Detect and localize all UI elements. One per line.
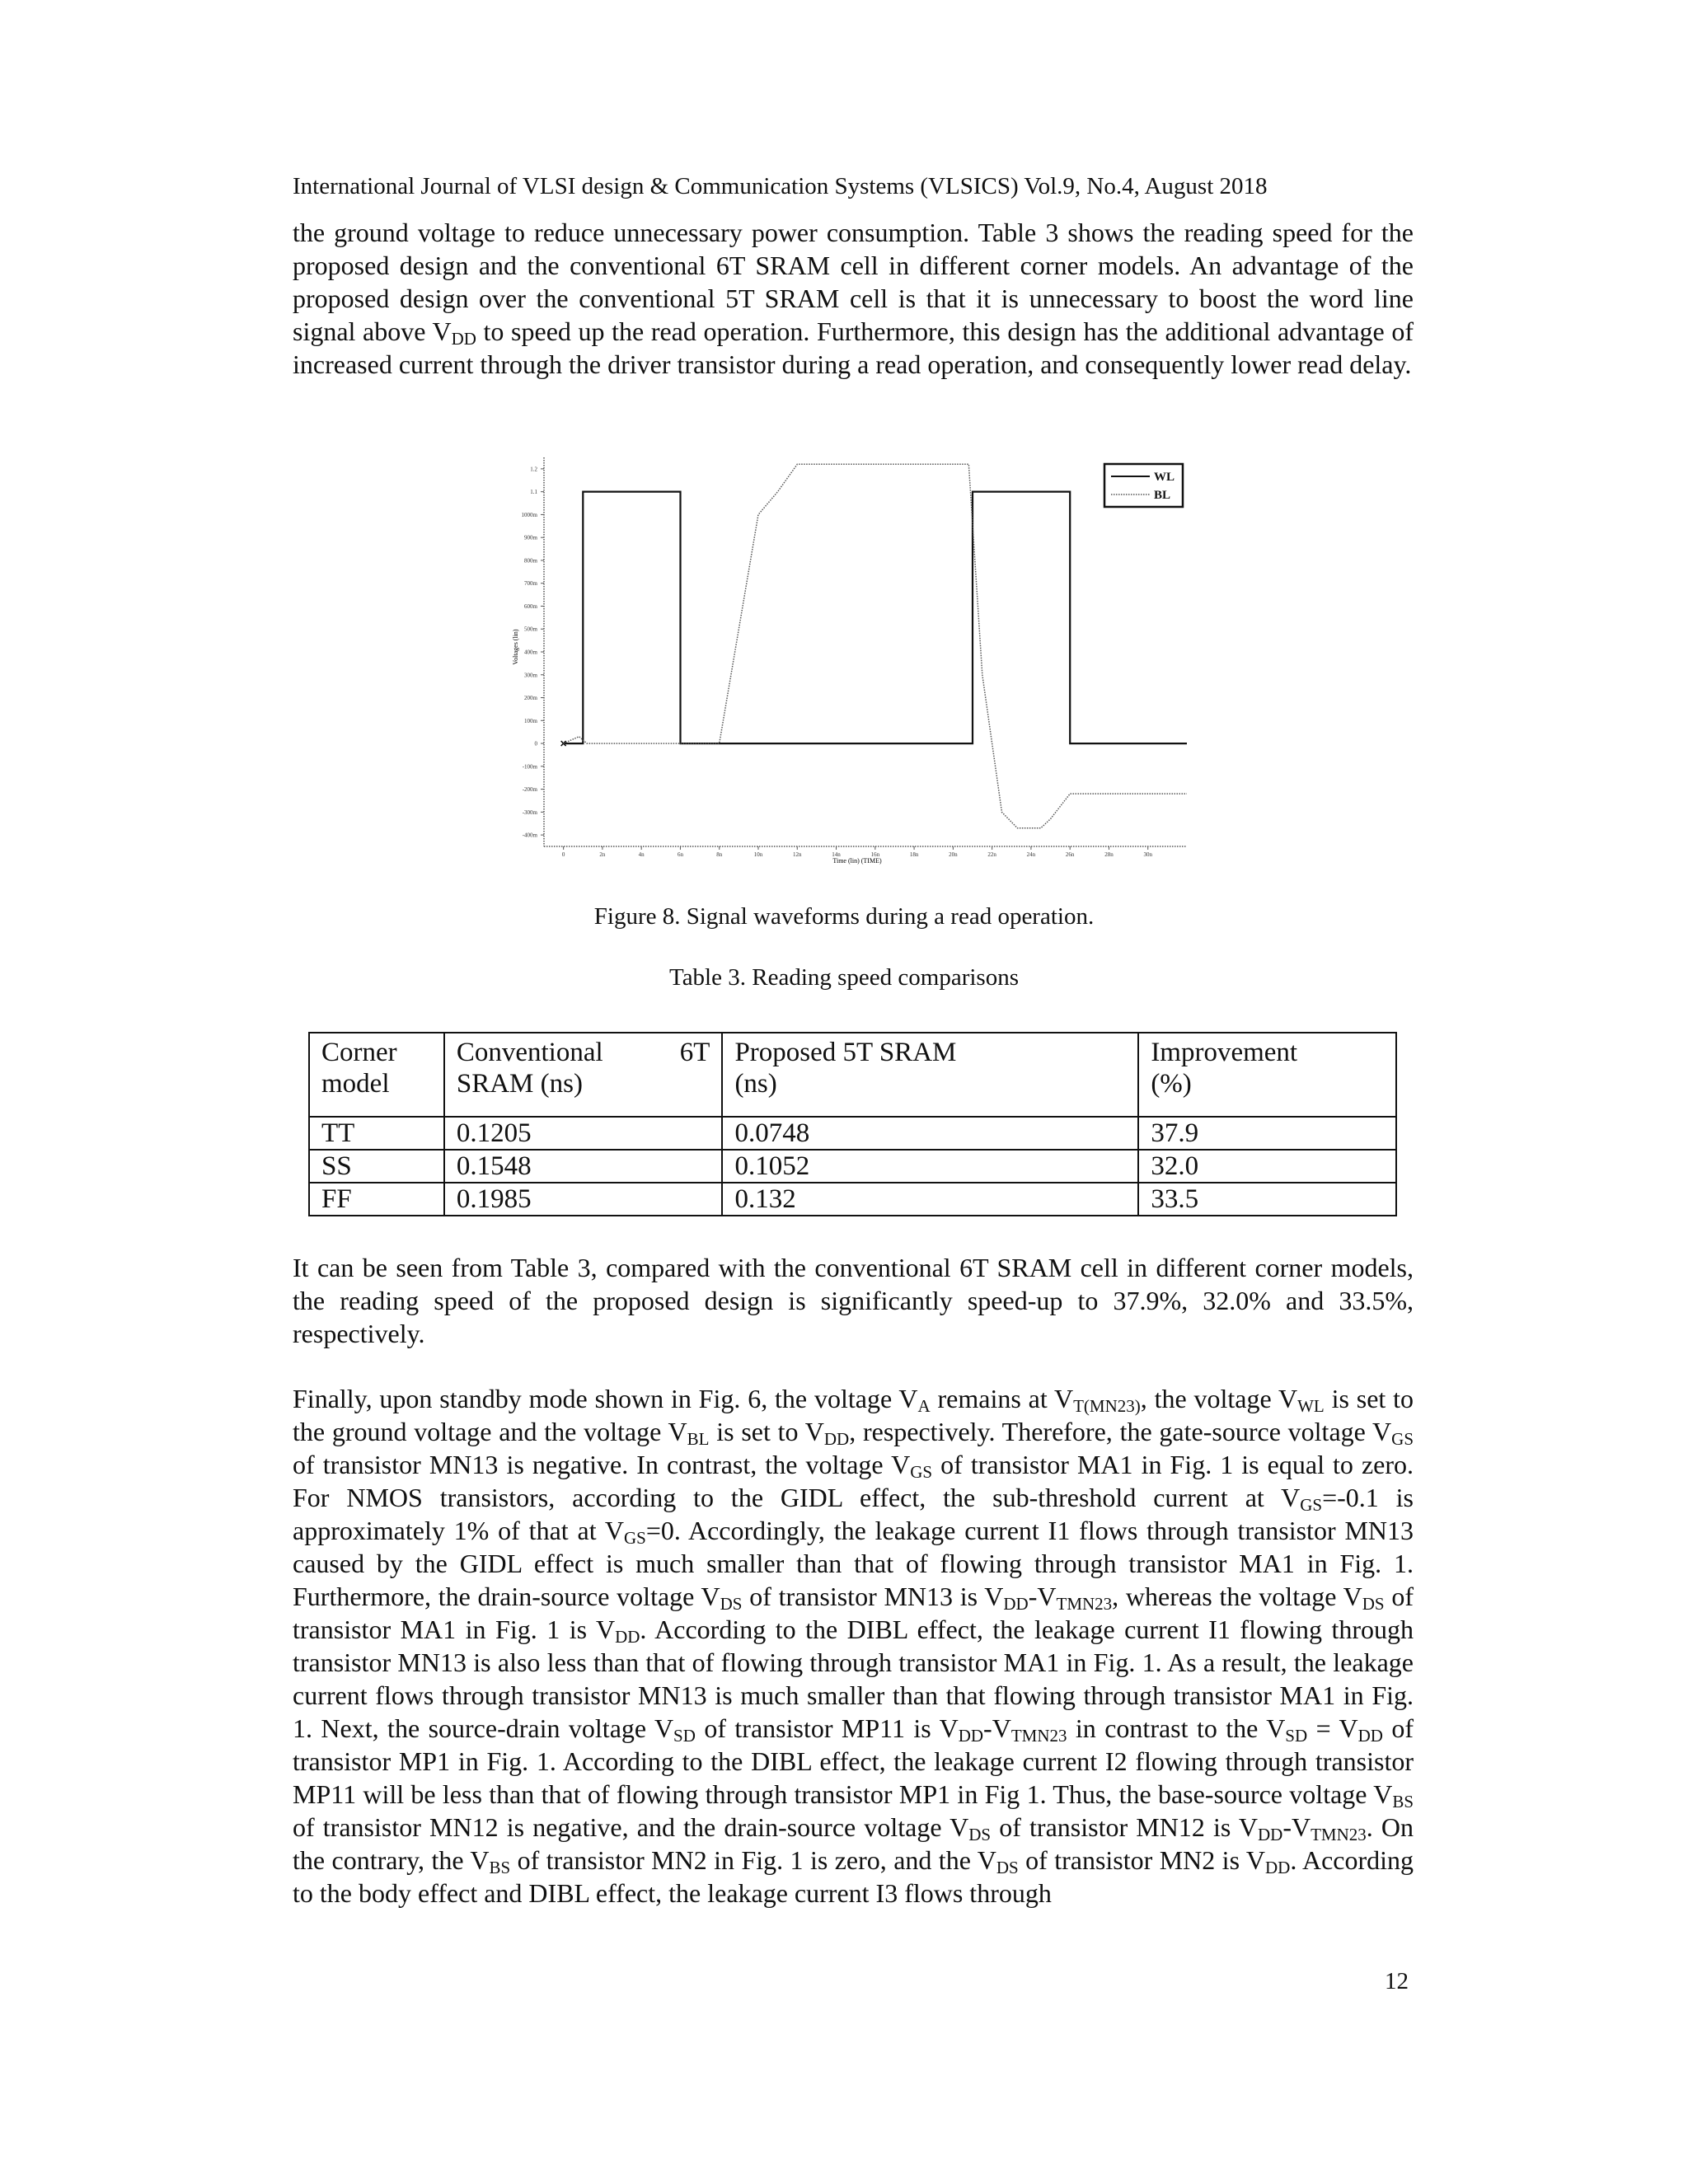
text-run: -V <box>983 1713 1011 1743</box>
x-tick-label: 26n <box>1065 851 1075 858</box>
table-cell: 32.0 <box>1138 1150 1396 1183</box>
table-cell: 33.5 <box>1138 1183 1396 1216</box>
table-cell: 0.1548 <box>444 1150 723 1183</box>
text-run: , the voltage V <box>1140 1384 1298 1413</box>
paragraph-3 <box>293 1382 1414 1910</box>
text-run: = V <box>1307 1713 1358 1743</box>
subscript: TMN23 <box>1010 1726 1067 1746</box>
y-axis-label: Voltages (lin) <box>512 629 519 665</box>
table-row <box>309 1117 1396 1150</box>
subscript: SD <box>673 1726 696 1746</box>
x-axis-label: Time (lin) (TIME) <box>832 857 882 865</box>
x-tick-label: 20n <box>949 851 958 858</box>
x-tick-label: 4n <box>638 851 645 858</box>
table-cell: 0.1205 <box>444 1117 723 1150</box>
journal-header: International Journal of VLSI design & Communication Systems (VLSICS) Vol.9, No.4, August 2018 <box>293 173 1268 199</box>
subscript: DD <box>823 1429 850 1449</box>
header-cell <box>309 1033 444 1117</box>
subscript: DS <box>1362 1594 1385 1614</box>
x-axis <box>544 846 1187 858</box>
text-run: of transistor MN12 is negative, and the drain-source voltage V <box>293 1812 969 1842</box>
figure-caption: Figure 8. Signal waveforms during a read operation. <box>593 903 1095 930</box>
subscript: TMN23 <box>1311 1825 1367 1844</box>
subscript: DD <box>958 1726 984 1746</box>
y-axis <box>522 457 544 846</box>
x-tick-label: 30n <box>1143 851 1152 858</box>
text-run: of transistor MN2 is V <box>1018 1845 1265 1875</box>
text-run: of transistor MP11 is V <box>695 1713 959 1743</box>
text-run: . According to the body effect and DIBL effect, the leakage current I3 flows through <box>293 1845 1414 1908</box>
subscript: BS <box>1392 1792 1414 1811</box>
legend-label: BL <box>1154 489 1171 502</box>
subscript: BL <box>687 1429 710 1449</box>
header-line: (%) <box>1151 1069 1192 1099</box>
x-tick-label: 0 <box>561 851 565 858</box>
subscript: WL <box>1297 1396 1325 1416</box>
subscript: DD <box>615 1627 640 1647</box>
y-tick-label: 900m <box>524 534 537 541</box>
y-tick-label: 500m <box>524 626 537 633</box>
text-run: . On the contrary, the V <box>293 1812 1414 1875</box>
text-run: to speed up the read operation. Furthermore, this design has the additional advantage of increased current through the driver transistor during a read operation, and consequently lower read delay. <box>293 316 1414 379</box>
text-run: of transistor MP1 in Fig. 1. According to the DIBL effect, the leakage current I2 flowing through transistor MP11 will be less than that of flowing through transistor MP1 in Fig 1. Thus, the base-source voltage V <box>293 1713 1414 1809</box>
subscript: GS <box>1391 1429 1414 1449</box>
text-run: of transistor MN13 is V <box>742 1582 1004 1611</box>
y-tick-label: 200m <box>524 695 537 702</box>
y-tick-label: 1.2 <box>530 466 537 473</box>
subscript: DD <box>1264 1858 1291 1877</box>
subscript: DS <box>720 1594 743 1614</box>
table-row <box>309 1150 1396 1183</box>
text-run: remains at V <box>930 1384 1074 1413</box>
chart-legend <box>1104 464 1183 507</box>
y-tick-label: 700m <box>524 580 537 588</box>
paragraph-2: It can be seen from Table 3, compared with the conventional 6T SRAM cell in different corner models, the reading speed of the proposed design is significantly speed-up to 37.9%, 32.0% and 33.5%, respectively. <box>293 1253 1414 1348</box>
series-group <box>561 464 1187 828</box>
x-tick-label: 22n <box>987 851 996 858</box>
text-run: -V <box>1282 1812 1311 1842</box>
header-cell <box>722 1033 1138 1117</box>
text-run: =-0.1 is approximately 1% of that at V <box>293 1483 1414 1545</box>
subscript: DS <box>968 1825 992 1844</box>
table-caption: Table 3. Reading speed comparisons <box>669 964 1019 991</box>
subscript: TMN23 <box>1056 1594 1113 1614</box>
text-run: is set to V <box>709 1417 824 1446</box>
text-run: of transistor MA1 in Fig. 1 is equal to zero. For NMOS transistors, according to the GIDL effect, the sub-threshold current at V <box>293 1450 1414 1512</box>
text-run: =0. Accordingly, the leakage current I1 flows through transistor MN13 caused by the GIDL effect is much smaller than that of flowing through transistor MA1 in Fig. 1. Furthermore, the drain-source voltage V <box>293 1516 1414 1611</box>
text-run: is set to the ground voltage and the voltage V <box>293 1384 1414 1446</box>
table-cell: FF <box>309 1183 444 1216</box>
header-line: model <box>321 1069 390 1099</box>
y-tick-label: -200m <box>522 786 537 794</box>
x-tick-label: 6n <box>677 851 683 858</box>
text-run: the ground voltage to reduce unnecessary power consumption. Table 3 shows the reading speed for the proposed design and the conventional 6T SRAM cell in different corner models. An advantage of the proposed design over the conventional 5T SRAM cell is that it is unnecessary to boost the word line signal above V <box>293 218 1414 346</box>
y-tick-label: -100m <box>522 763 537 771</box>
y-tick-label: 300m <box>524 672 537 679</box>
header-cell <box>444 1033 723 1117</box>
subscript: GS <box>1300 1495 1323 1515</box>
text-run: -V <box>1028 1582 1057 1611</box>
header-line: Conventional 6T <box>456 1038 710 1067</box>
table-cell: 37.9 <box>1138 1117 1396 1150</box>
header-cell <box>1138 1033 1396 1117</box>
header-line: SRAM (ns) <box>456 1069 583 1099</box>
paragraph-1 <box>293 216 1414 381</box>
header-line: Corner <box>321 1038 397 1067</box>
table-cell: 0.1985 <box>444 1183 723 1216</box>
y-tick-label: 0 <box>534 740 537 748</box>
x-tick-label: 18n <box>909 851 919 858</box>
header-line: Improvement <box>1151 1038 1298 1067</box>
reading-speed-table <box>308 1032 1397 1216</box>
subscript: SD <box>1285 1726 1308 1746</box>
table-row <box>309 1183 1396 1216</box>
subscript: DD <box>1003 1594 1029 1614</box>
y-tick-label: 1.1 <box>530 489 537 496</box>
y-tick-label: 400m <box>524 649 537 656</box>
text-run: of transistor MA1 in Fig. 1 is V <box>293 1582 1414 1644</box>
x-tick-label: 10n <box>753 851 763 858</box>
subscript: BS <box>489 1858 511 1877</box>
waveform-chart <box>511 449 1195 869</box>
subscript: DS <box>996 1858 1019 1877</box>
x-tick-label: 14n <box>832 851 841 858</box>
x-tick-label: 16n <box>870 851 880 858</box>
y-tick-label: -400m <box>522 832 537 839</box>
x-tick-label: 28n <box>1104 851 1114 858</box>
table-cell: SS <box>309 1150 444 1183</box>
table-cell: 0.132 <box>722 1183 1138 1216</box>
header-line: (ns) <box>734 1069 777 1099</box>
series-bl-line <box>564 464 1187 828</box>
subscript: DD <box>451 329 476 349</box>
y-tick-label: 600m <box>524 602 537 610</box>
header-line: Proposed 5T SRAM <box>734 1038 957 1067</box>
subscript: A <box>917 1396 931 1416</box>
text-run: Finally, upon standby mode shown in Fig. 6, the voltage V <box>293 1384 918 1413</box>
subscript: DD <box>1357 1726 1383 1746</box>
y-tick-label: 1000m <box>521 511 537 518</box>
text-run: of transistor MN12 is V <box>991 1812 1258 1842</box>
text-run: of transistor MN13 is negative. In contrast, the voltage V <box>293 1450 911 1479</box>
subscript: GS <box>910 1462 933 1482</box>
table-cell: TT <box>309 1117 444 1150</box>
page-number: 12 <box>1385 1968 1409 1994</box>
table-header-row <box>309 1033 1396 1117</box>
subscript: T(MN23) <box>1073 1396 1141 1416</box>
text-run: . According to the DIBL effect, the leakage current I1 flowing through transistor MN13 is also less than that of flowing through transistor MA1 in Fig. 1. As a result, the leakage current flows through transistor MN13 is much smaller than that flowing through transistor MA1 in Fig. 1. Next, the source-drain voltage V <box>293 1615 1414 1743</box>
text-run: , whereas the voltage V <box>1112 1582 1362 1611</box>
text-run: of transistor MN2 in Fig. 1 is zero, and the V <box>510 1845 996 1875</box>
x-tick-label: 24n <box>1026 851 1036 858</box>
table-cell: 0.1052 <box>722 1150 1138 1183</box>
y-tick-label: -300m <box>522 808 537 816</box>
table-cell: 0.0748 <box>722 1117 1138 1150</box>
subscript: GS <box>624 1528 646 1548</box>
x-tick-label: 12n <box>793 851 802 858</box>
legend-label: WL <box>1154 471 1175 484</box>
y-tick-label: 100m <box>524 717 537 724</box>
series-wl-line <box>564 492 1187 744</box>
x-tick-label: 8n <box>716 851 723 858</box>
text-run: in contrast to the V <box>1067 1713 1286 1743</box>
y-tick-label: 800m <box>524 557 537 565</box>
text-run: , respectively. Therefore, the gate-source voltage V <box>849 1417 1392 1446</box>
subscript: DD <box>1257 1825 1283 1844</box>
x-tick-label: 2n <box>599 851 606 858</box>
